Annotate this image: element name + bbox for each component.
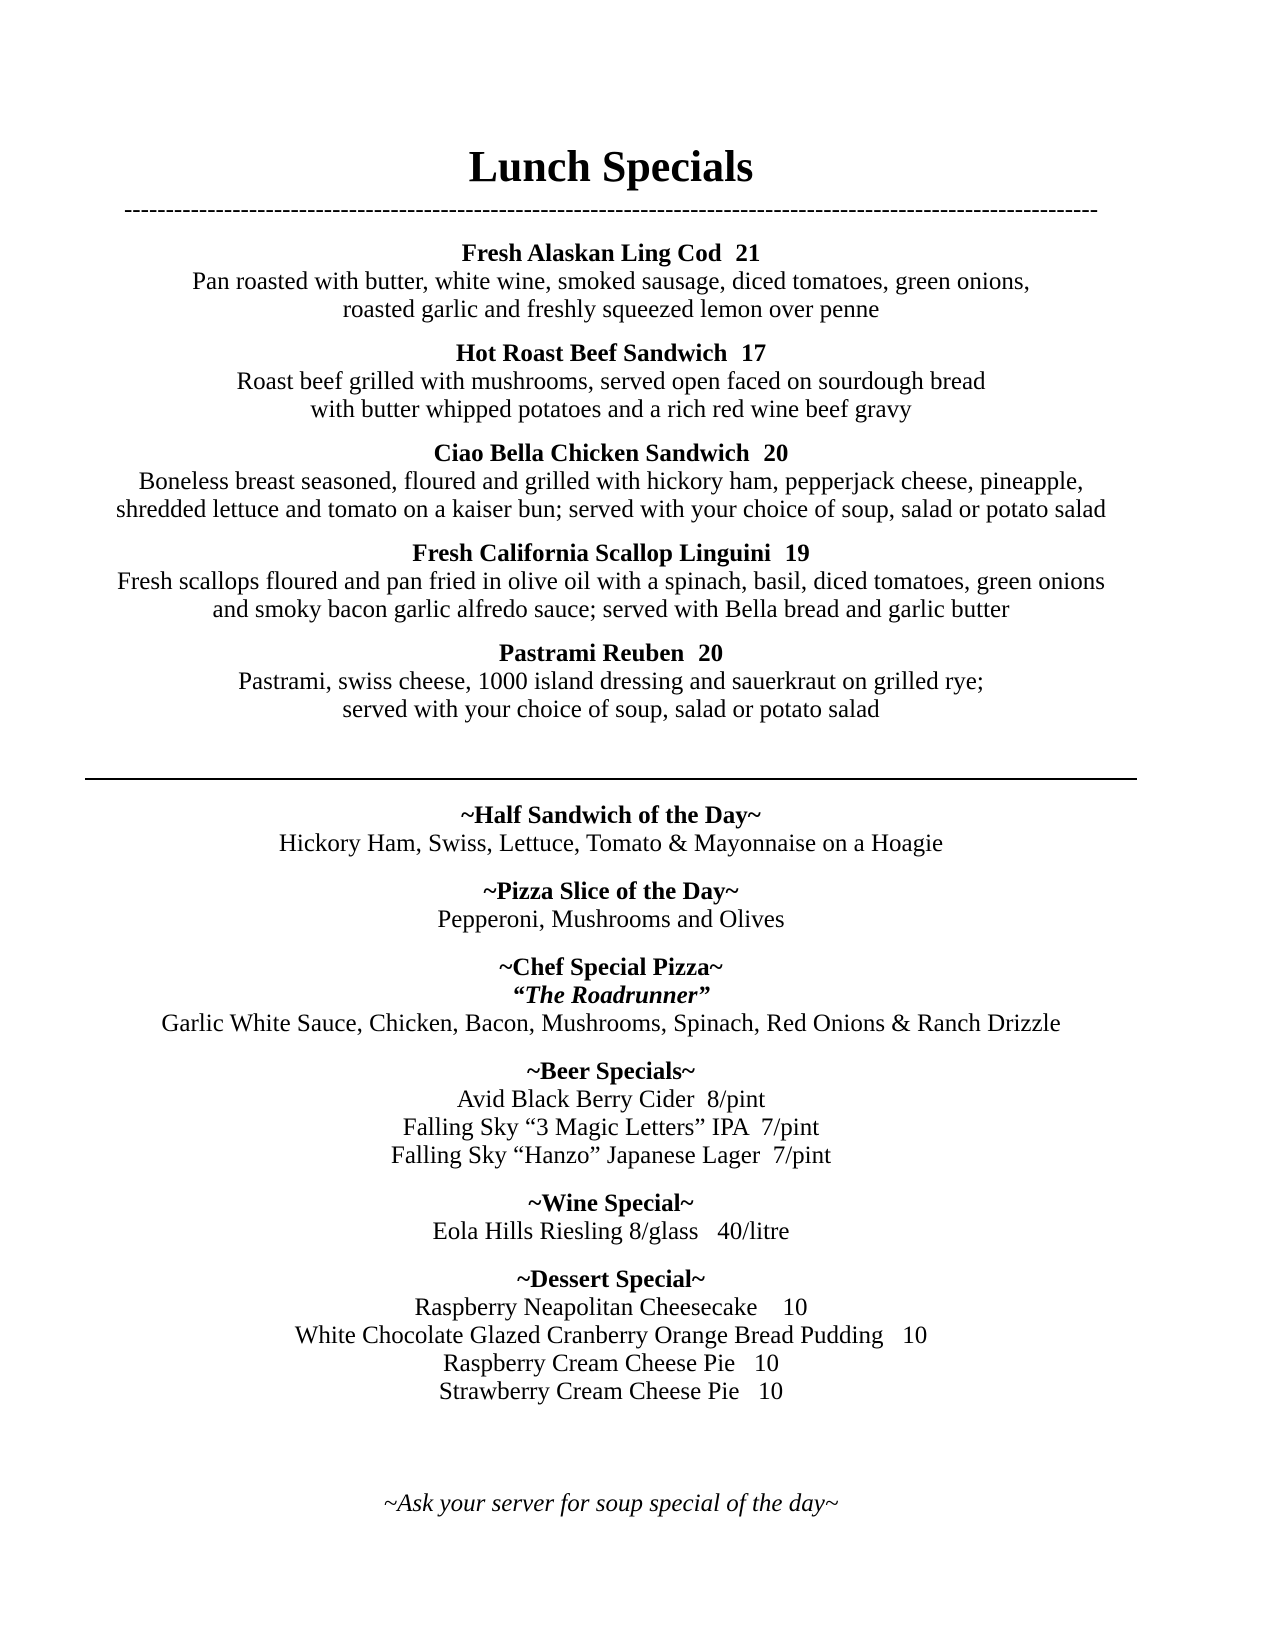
menu-item-roast-beef bbox=[85, 340, 1137, 424]
item-description-line: shredded lettuce and tomato on a kaiser bun; served with your choice of soup, salad or potato salad bbox=[116, 496, 1106, 523]
item-description-line: Pan roasted with butter, white wine, smoked sausage, diced tomatoes, green onions, bbox=[192, 268, 1030, 295]
page-title: Lunch Specials bbox=[468, 142, 754, 191]
item-price: 20 bbox=[698, 640, 724, 667]
item-description-line: roasted garlic and freshly squeezed lemon over penne bbox=[342, 296, 880, 323]
item-price: 20 bbox=[763, 440, 789, 467]
group-heading: ~Half Sandwich of the Day~ bbox=[461, 802, 761, 829]
menu-item-chicken-sandwich bbox=[85, 440, 1137, 524]
section-divider-rule bbox=[85, 778, 1137, 780]
item-name: Fresh Alaskan Ling Cod bbox=[461, 240, 722, 267]
menu-item-pastrami-reuben bbox=[85, 640, 1137, 724]
pizza-name: “The Roadrunner” bbox=[512, 982, 710, 1009]
wine-special-group bbox=[85, 1190, 1137, 1246]
item-description-line: served with your choice of soup, salad or potato salad bbox=[342, 696, 880, 723]
item-description-line: Boneless breast seasoned, floured and grilled with hickory ham, pepperjack cheese, pineapple, bbox=[138, 468, 1084, 495]
pizza-slice-group bbox=[85, 878, 1137, 934]
item-heading bbox=[85, 540, 1137, 568]
item-description-line: Roast beef grilled with mushrooms, served open faced on sourdough bread bbox=[236, 368, 986, 395]
group-heading: ~Pizza Slice of the Day~ bbox=[483, 878, 739, 905]
dashed-divider: --------------------------------------------------------------------------------------------------------------------- bbox=[123, 196, 1099, 223]
item-heading bbox=[85, 440, 1137, 468]
item-price: 21 bbox=[735, 240, 761, 267]
group-line: Avid Black Berry Cider 8/pint bbox=[456, 1086, 766, 1113]
item-name: Hot Roast Beef Sandwich bbox=[455, 340, 728, 367]
menu-page bbox=[85, 0, 1137, 1518]
item-description-line: and smoky bacon garlic alfredo sauce; served with Bella bread and garlic butter bbox=[212, 596, 1010, 623]
group-line: Raspberry Neapolitan Cheesecake 10 bbox=[414, 1294, 808, 1321]
group-line: Falling Sky “Hanzo” Japanese Lager 7/pint bbox=[390, 1142, 832, 1169]
daily-specials-section bbox=[85, 802, 1137, 1406]
dessert-special-group bbox=[85, 1266, 1137, 1406]
group-heading: ~Dessert Special~ bbox=[517, 1266, 705, 1293]
item-price: 19 bbox=[784, 540, 810, 567]
item-description-line: with butter whipped potatoes and a rich red wine beef gravy bbox=[310, 396, 912, 423]
lunch-specials-section bbox=[85, 240, 1137, 724]
item-name: Ciao Bella Chicken Sandwich bbox=[433, 440, 750, 467]
item-price: 17 bbox=[741, 340, 767, 367]
half-sandwich-group bbox=[85, 802, 1137, 858]
group-line: Garlic White Sauce, Chicken, Bacon, Mushrooms, Spinach, Red Onions & Ranch Drizzle bbox=[161, 1010, 1061, 1037]
item-name: Fresh California Scallop Linguini bbox=[412, 540, 771, 567]
group-heading: ~Wine Special~ bbox=[528, 1190, 694, 1217]
group-line: Pepperoni, Mushrooms and Olives bbox=[437, 906, 785, 933]
soup-special-note: ~Ask your server for soup special of the day~ bbox=[383, 1490, 839, 1517]
group-line: Eola Hills Riesling 8/glass 40/litre bbox=[432, 1218, 790, 1245]
group-line: Hickory Ham, Swiss, Lettuce, Tomato & Mayonnaise on a Hoagie bbox=[278, 830, 944, 857]
chef-special-pizza-group bbox=[85, 954, 1137, 1038]
item-heading bbox=[85, 340, 1137, 368]
menu-item-scallop-linguini bbox=[85, 540, 1137, 624]
item-name: Pastrami Reuben bbox=[498, 640, 685, 667]
item-description-line: Fresh scallops floured and pan fried in olive oil with a spinach, basil, diced tomatoes, green onions bbox=[117, 568, 1105, 595]
group-line: Falling Sky “3 Magic Letters” IPA 7/pint bbox=[402, 1114, 820, 1141]
item-heading bbox=[85, 640, 1137, 668]
group-line: Raspberry Cream Cheese Pie 10 bbox=[442, 1350, 780, 1377]
group-line: White Chocolate Glazed Cranberry Orange Bread Pudding 10 bbox=[294, 1322, 928, 1349]
menu-item-ling-cod bbox=[85, 240, 1137, 324]
group-heading: ~Chef Special Pizza~ bbox=[499, 954, 723, 981]
group-heading: ~Beer Specials~ bbox=[527, 1058, 695, 1085]
item-description-line: Pastrami, swiss cheese, 1000 island dressing and sauerkraut on grilled rye; bbox=[238, 668, 984, 695]
item-heading bbox=[85, 240, 1137, 268]
beer-specials-group bbox=[85, 1058, 1137, 1170]
group-line: Strawberry Cream Cheese Pie 10 bbox=[438, 1378, 784, 1405]
